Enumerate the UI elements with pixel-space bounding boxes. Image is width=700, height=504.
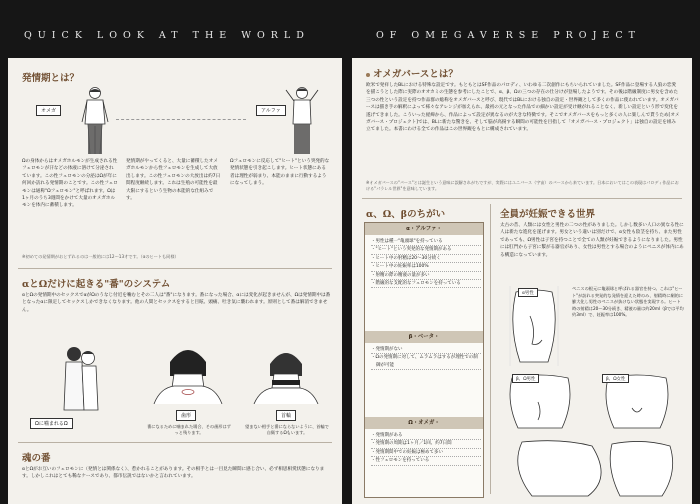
section-soulmate-title	[22, 450, 51, 464]
alpha-item: ・"ヒート"という突発的な発情期がある	[371, 246, 481, 254]
pregnancy-text: 太古の昔、人類には女性と男性の二つの性がありました。しかし数多い人口の異なる性に人は新たな進化を遂げます。男女という違いは別だけで、α女性も陰茎を持ち、また男性であっても、Ω男性は子宮を持つことで全ての人類が妊娠できるようになりました。男性には肛門から子宮に繋がる器官があり、女性は男性とする場合のようにペニスが体内にある構造になっています。	[500, 223, 684, 258]
omega-item: ・発情期の周期は1ヶ月／1回、約7日間	[371, 440, 481, 448]
beta-item: ・Ωの発情期に対して、ムラムラはするが理性での制御が可能	[371, 354, 481, 370]
header-right-title: OF OMEGAVERSE PROJECT	[376, 30, 641, 41]
estrus-text-col3: Ωフェロモンに反応して"ヒート"という突発的な発情状態を引き起こします。ヒート状態にある者は理性が弱まり、本能のままに行動するようになってしまう。	[230, 159, 330, 187]
section-difference-title-text: α、Ω、βのちがい	[366, 209, 446, 220]
omega-figure-icon	[78, 86, 112, 156]
right-page	[352, 58, 692, 504]
estrus-text-col2: 発情期がやってくると、大量に蓄積したオメガホルモンから性フェロモンを生成して大放出します。この性フェロモンの大放出は約7日間程度継続します。これは生殖の可能性を最大限にするという生物の本能的な仕組みです。	[126, 159, 221, 202]
left-page	[8, 58, 342, 504]
section-pregnancy-title	[500, 206, 595, 220]
section-estrus-title	[22, 70, 79, 84]
section-soulmate-title-text: 魂の番	[22, 453, 51, 464]
beta-item: ・発情期がない	[371, 346, 481, 354]
top-bar	[0, 0, 700, 58]
estrus-note: ※初めての発情期がおとずれるのは一般的には12～13才です。（αのヒートも同様）	[22, 254, 179, 259]
label-collar: 首輪	[276, 410, 296, 421]
section-pregnancy-title-text: 全員が妊娠できる世界	[500, 209, 596, 220]
alpha-item: ・ヒート中の妊娠率は100%	[371, 263, 481, 271]
collar-figure-icon	[248, 342, 324, 404]
alpha-list	[371, 238, 481, 288]
soulmate-text: αとΩがお互いのフェロモンに（発情とは関係なく）、惹かれることがあります。その相手とは一目見た瞬間に感じ合い、必ず相思相愛状態になります。しかしこれはとても稀なケースであり、都市伝説ではないかと言われています。	[22, 467, 325, 480]
alpha-item: ・階級的な支配的なフェロモンを持っている	[371, 280, 481, 288]
alpha-male-caption: ペニスの根元に亀頭球と呼ばれる器官を持つ。これは"ヒート"が訪れる突発的な発情を迎えた時のみ、射精時に劇的に膨大化し男性のペニスが抜けない状態を実現する。ヒート時の射精は20～30分続き、精液の量は約20ml（βでは平均約3ml）で、妊娠率は100%。	[572, 286, 684, 318]
alpha-item: ・射精の際の精液の量が多い	[371, 272, 481, 280]
omega-head: Ω・オメガ・	[365, 417, 483, 429]
divider-vertical	[490, 204, 491, 494]
label-omega: オメガ	[36, 105, 61, 116]
divider	[362, 198, 682, 199]
alpha-figure-icon	[282, 86, 322, 156]
label-beta-omega-female: β、Ω女性	[602, 374, 629, 383]
beta-head: β・ベータ・	[365, 331, 483, 343]
divider	[18, 268, 332, 269]
section-omegaverse-title	[366, 66, 458, 80]
connector-line	[116, 119, 246, 120]
omega-item: ・性フェロモンを持っている	[371, 457, 481, 465]
bite-mark-figure-icon	[150, 342, 226, 404]
alpha-head: α・アルファ・	[365, 223, 483, 235]
omegaverse-note: ※オメガバースの"バース"とは誕生という意味に誤解されがちですが、実際にはユニバース（宇宙）のバースから来ています。日本においてはこの表現はパロディ作品における"パラレル世界"を意味しています。	[366, 180, 679, 191]
omega-item: ・発情期がある	[371, 432, 481, 440]
collar-caption: 望まない相手と番にならないように、首輪で自衛するΩもいます。	[245, 424, 329, 435]
alpha-item: ・ヒート中の射精は20～30分続く	[371, 255, 481, 263]
omegaverse-text: 欧米で発祥したBLにおける特殊な設定です。もともとはSF作品のパロディ、いわゆる二次創作にもちいられていました。SF作品に登場する人狼の恋愛を描こうとした際に実際のオオカミの生態を参考にしたことで、α、β、Ωの三つの存在の仕分けが登場したようです。その後は階級制度に男女を含めた三つの性という設定を持つ作品群の総称をオメガバースと呼び、現代ではBLにおける独自の設定・世界観として多くの作品に使われています。オメガバースは描き手の解釈によって様々なアレンジが加えられ、最初の元となった作品での細かい設定が受け継がれることなく、新しい設定という形で変化を遂げてきました。こういった経緯から、作品によって設定が異なるのが大きな特徴です。そこでオメガバースをもっと多くの人に楽しんで貰うため[オメガバース・プロジェクト]では、BLに新たな驚きを、そして脳が高揚する瞬間の可能性を目指して「オメガバース・プロジェクト」は独自の設定を組み立てました。本書にわける全ての作品はこの世界観をもとに構成されています。	[366, 83, 680, 133]
label-bite-mark: 歯形	[176, 410, 196, 421]
label-alpha-male: α男性	[518, 288, 538, 297]
section-bond-title-text: αとΩだけに起きる"番"のシステム	[22, 279, 171, 290]
omega-list	[371, 432, 481, 466]
difference-box	[364, 222, 484, 498]
section-bond-title	[22, 276, 170, 290]
section-difference-title	[366, 206, 445, 220]
figure-bottom-row-icon	[502, 438, 682, 498]
label-bitten-omega: Ωに噛まれるΩ	[30, 418, 73, 429]
estrus-text-col1: Ωの身体からはオメガホルモンが生成される性フェロモンが汗などの体液に溶けて分泌されています。この性フェロモンの分泌はΩが年に何回か訪れる発情期のことです。この性フェロモンは通称"Ωフェロモン"と呼ばれます。Ωは1ヶ月のうち3週間をかけて大量のオメガホルモンを体内に蓄積します。	[22, 159, 118, 209]
heading-dot-icon	[366, 73, 370, 77]
bite-mark-caption: 番になるために噛まれた場合、その歯形はずっと残ります。	[147, 424, 231, 435]
alpha-item: ・男性は種一"亀頭球"を持っている	[371, 238, 481, 246]
header-left-title: QUICK LOOK AT THE WORLD	[24, 30, 310, 41]
label-alpha: アルファ	[256, 105, 286, 116]
bond-text: αとΩの発情期中のセックスでαがΩのうなじ付近を噛むとその二人は"番"になります。番になった場合、αには変化が起きませんが、Ωは発情期中は番となったαに限定してセックスしかできなくなります。他の人間とセックスをすると目眩、頭痛、吐き気に襲われます。原則として番は解消できません。	[22, 293, 331, 313]
alpha-male-figure-icon	[502, 286, 566, 366]
label-beta-omega-male: β、Ω男性	[512, 374, 539, 383]
section-omegaverse-title-text: オメガバースとは？	[373, 69, 458, 80]
biting-figure-icon	[56, 344, 110, 414]
section-estrus-title-text: 発情期とは？	[22, 73, 80, 84]
divider	[18, 442, 332, 443]
omega-item: ・発情期間中での妊娠は極めて多い	[371, 449, 481, 457]
beta-list	[371, 346, 481, 370]
